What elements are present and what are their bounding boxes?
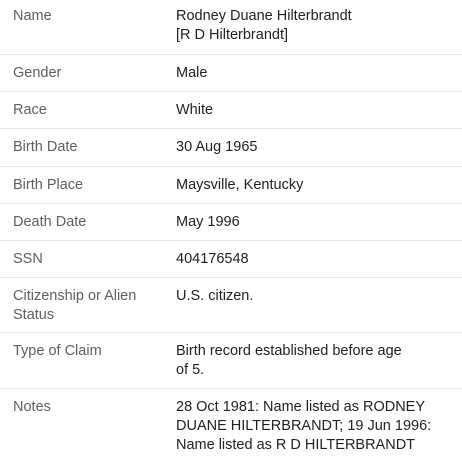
type-of-claim-label: Type of Claim (13, 343, 102, 359)
notes-line-2: DUANE HILTERBRANDT; 19 Jun 1996: (176, 418, 432, 434)
birth-place-value-text: Maysville, Kentucky (176, 177, 304, 193)
record-row-gender (0, 55, 462, 92)
record-row-death-date (0, 204, 462, 241)
notes-label: Notes (13, 399, 51, 415)
name-label: Name (13, 8, 52, 24)
birth-place-label: Birth Place (13, 177, 84, 193)
race-value (176, 101, 462, 128)
record-row-birth-place (0, 167, 462, 204)
record-row-name (0, 0, 462, 55)
birth-date-value-text: 30 Aug 1965 (176, 139, 258, 155)
name-value-line: Rodney Duane Hilterbrandt (176, 8, 352, 24)
race-label: Race (13, 102, 47, 118)
type-of-claim-line-2: of 5. (176, 362, 205, 378)
ssn-value (176, 250, 462, 277)
birth-date-label: Birth Date (13, 139, 78, 155)
record-row-notes (0, 389, 462, 460)
name-alias-line: [R D Hilterbrandt] (176, 27, 289, 43)
ssn-label: SSN (13, 251, 43, 267)
record-row-ssn (0, 241, 462, 278)
death-date-value-text: May 1996 (176, 214, 240, 230)
birth-place-value (176, 176, 462, 203)
name-value (176, 7, 462, 54)
record-row-birth-date (0, 129, 462, 167)
citizenship-value-text: U.S. citizen. (176, 288, 254, 304)
citizenship-value (176, 287, 462, 332)
notes-value (176, 398, 462, 460)
birth-date-value (176, 138, 462, 166)
death-date-label: Death Date (13, 214, 87, 230)
citizenship-label: Citizenship or Alien Status (13, 288, 137, 323)
gender-value-text: Male (176, 65, 208, 81)
gender-value (176, 64, 462, 91)
type-of-claim-line-1: Birth record established before age (176, 343, 402, 359)
race-value-text: White (176, 102, 214, 118)
gender-label: Gender (13, 65, 62, 81)
record-row-race (0, 92, 462, 129)
ssn-value-text: 404176548 (176, 251, 249, 267)
death-date-value (176, 213, 462, 240)
type-of-claim-value (176, 342, 462, 388)
notes-line-3: Name listed as R D HILTERBRANDT (176, 437, 416, 453)
record-row-citizenship (0, 278, 462, 333)
record-row-type-of-claim (0, 333, 462, 389)
notes-line-1: 28 Oct 1981: Name listed as RODNEY (176, 399, 426, 415)
